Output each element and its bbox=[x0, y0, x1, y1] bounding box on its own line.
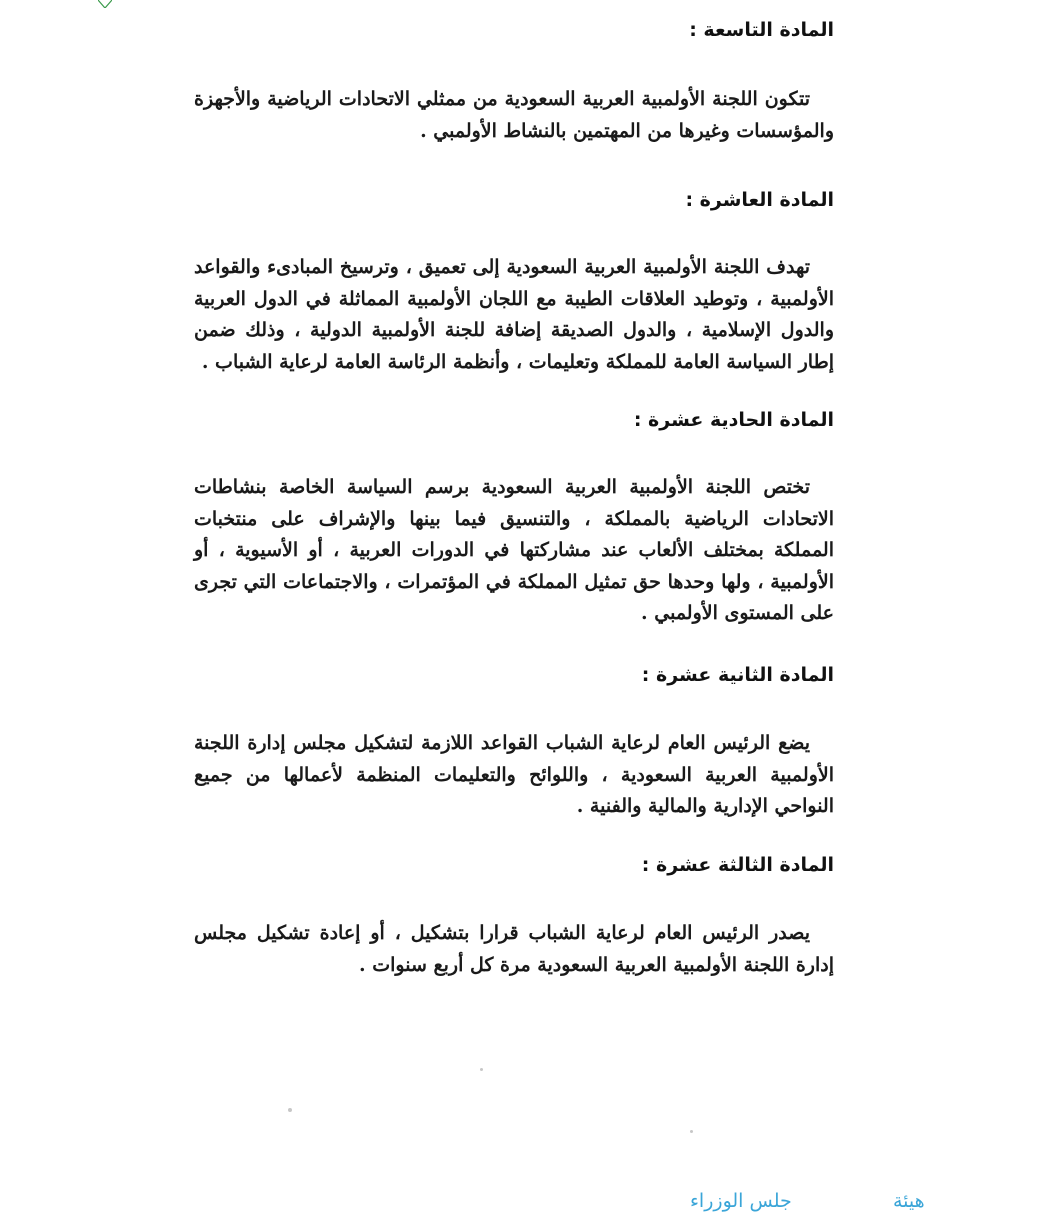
scan-speck bbox=[690, 1130, 693, 1133]
article-9-text: تتكون اللجنة الأولمبية العربية السعودية من ممثلي الاتحادات الرياضية والأجهزة والمؤسسات وغيرها من المهتمين بالنشاط الأولمبي . bbox=[194, 88, 834, 142]
article-10-heading: المادة العاشرة : bbox=[685, 189, 834, 211]
article-11-heading: المادة الحادية عشرة : bbox=[633, 409, 834, 431]
footer-stamp-authority: هيئة bbox=[893, 1190, 925, 1212]
article-11 bbox=[194, 408, 834, 630]
corner-mark-icon bbox=[98, 0, 112, 8]
article-13-text: يصدر الرئيس العام لرعاية الشباب قرارا بتشكيل ، أو إعادة تشكيل مجلس إدارة اللجنة الأولمبية العربية السعودية مرة كل أربع سنوات . bbox=[194, 922, 834, 976]
article-9 bbox=[194, 18, 834, 147]
article-12-text: يضع الرئيس العام لرعاية الشباب القواعد اللازمة لتشكيل مجلس إدارة اللجنة الأولمبية العربية السعودية ، واللوائح والتعليمات المنظمة لأعمالها من جميع النواحي الإدارية والمالية والفنية . bbox=[194, 732, 834, 817]
article-9-heading: المادة التاسعة : bbox=[689, 19, 834, 41]
article-10-text: تهدف اللجنة الأولمبية العربية السعودية إلى تعميق ، وترسيخ المبادىء والقواعد الأولمبية ، وتوطيد العلاقات الطيبة مع اللجان الأولمبية المماثلة في الدول العربية والدول الإسلامية ، والدول الصديقة إضافة للجنة الأولمبية الدولية ، وذلك ضمن إطار السياسة العامة للمملكة وتعليمات ، وأنظمة الرئاسة العامة لرعاية الشباب . bbox=[194, 256, 834, 373]
scan-speck bbox=[288, 1108, 292, 1112]
article-12 bbox=[194, 663, 834, 823]
article-12-heading: المادة الثانية عشرة : bbox=[641, 664, 834, 686]
article-11-text: تختص اللجنة الأولمبية العربية السعودية برسم السياسة الخاصة بنشاطات الاتحادات الرياضية بالمملكة ، والتنسيق فيما بينها والإشراف على منتخبات المملكة بمختلف الألعاب عند مشاركتها في الدورات العربية ، أو الأسيوية ، أو الأولمبية ، ولها وحدها حق تمثيل المملكة في المؤتمرات ، والاجتماعات التي تجرى على المستوى الأولمبي . bbox=[194, 476, 834, 624]
article-13-heading: المادة الثالثة عشرة : bbox=[641, 854, 834, 876]
article-10 bbox=[194, 188, 834, 378]
scan-speck bbox=[480, 1068, 483, 1071]
article-13 bbox=[194, 853, 834, 981]
footer-stamp-council: جلس الوزراء bbox=[690, 1190, 792, 1212]
